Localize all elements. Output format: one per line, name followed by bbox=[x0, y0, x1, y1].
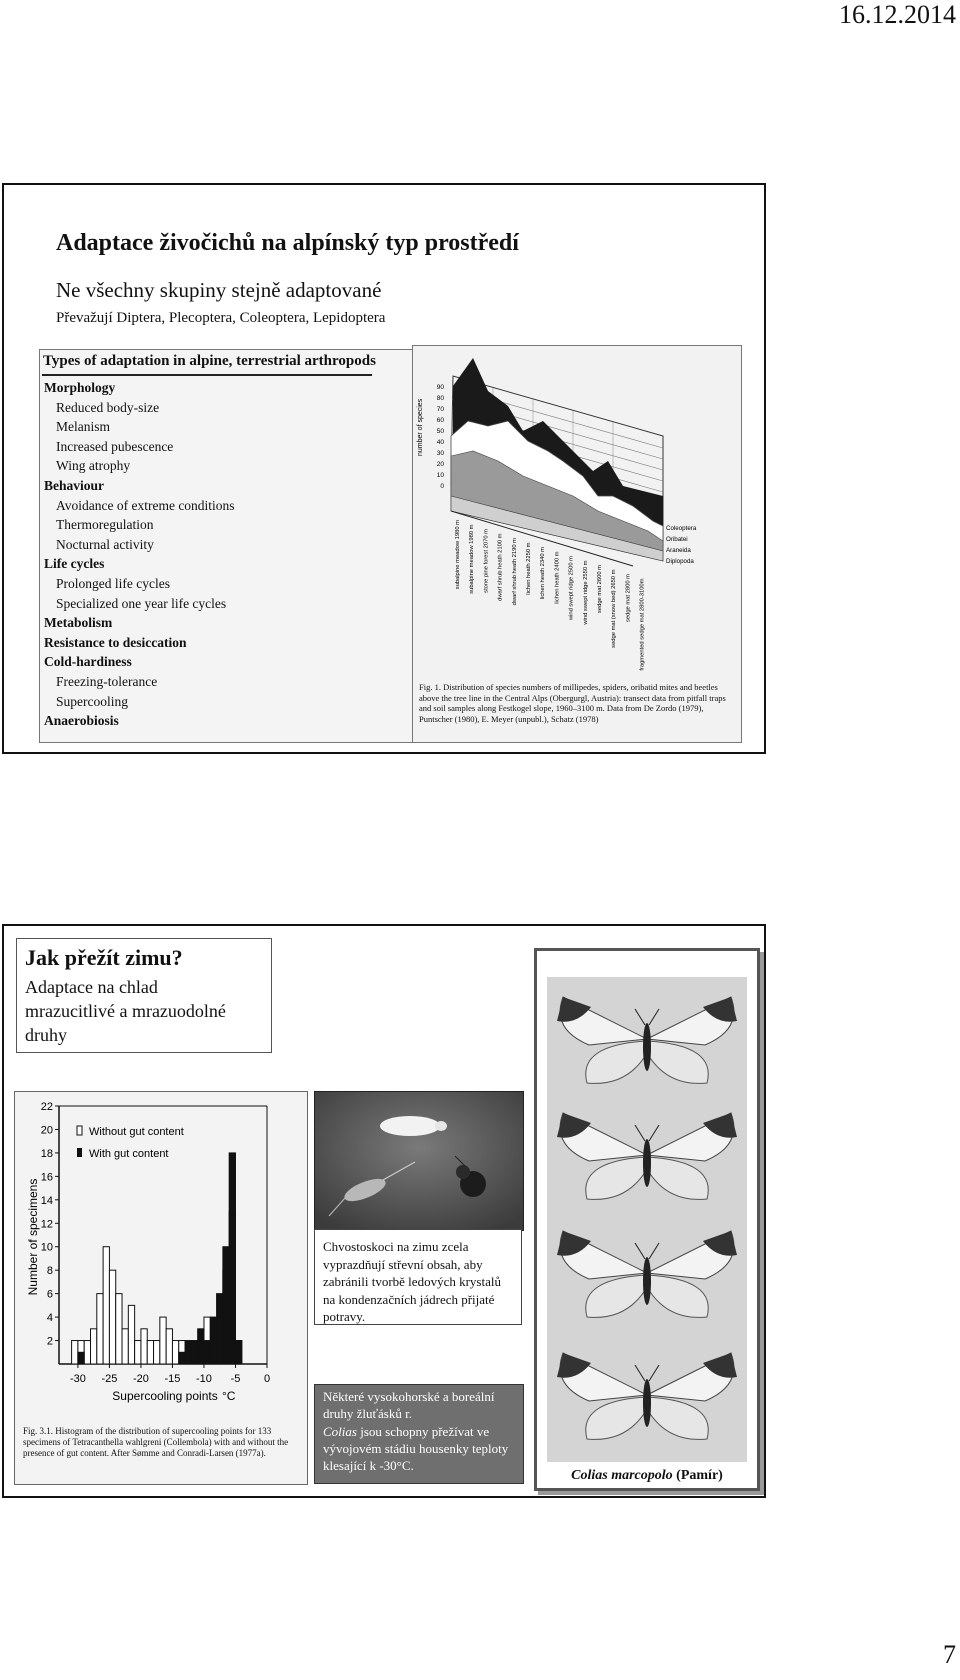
supercooling-histogram bbox=[15, 1092, 307, 1426]
fig1-y-tick: 50 bbox=[436, 428, 444, 435]
adaptation-category: Cold-hardiness bbox=[44, 654, 132, 670]
page-number: 7 bbox=[943, 1640, 956, 1669]
hist-bars bbox=[72, 1153, 242, 1364]
fig1-site-label: sedge mat 2600 m bbox=[597, 565, 603, 614]
hist-y-tick-label: 20 bbox=[40, 1124, 53, 1137]
hist-bar-without-gut bbox=[122, 1329, 128, 1364]
adaptation-item: Avoidance of extreme conditions bbox=[56, 497, 235, 513]
hist-bar-with-gut bbox=[235, 1341, 241, 1364]
colias-photo-panel bbox=[534, 948, 760, 1491]
adaptation-category: Morphology bbox=[44, 380, 116, 395]
adaptation-category: Behaviour bbox=[44, 478, 105, 493]
fig1-y-tick: 20 bbox=[436, 461, 444, 468]
fig1-y-tick: 30 bbox=[436, 450, 444, 457]
fig1-group-label: Araneida bbox=[666, 547, 691, 554]
hist-y-tick-label: 4 bbox=[46, 1312, 53, 1325]
hist-bar-without-gut bbox=[103, 1247, 109, 1364]
adaptation-table-rule bbox=[42, 374, 372, 376]
hist-bar-without-gut bbox=[141, 1329, 147, 1364]
fig1-group-labels bbox=[666, 525, 697, 565]
hist-bar-with-gut bbox=[210, 1317, 216, 1364]
adaptation-category: Life cycles bbox=[44, 556, 105, 572]
hist-bar-with-gut bbox=[179, 1352, 185, 1364]
fig1-y-tick: 70 bbox=[436, 406, 444, 413]
adaptation-table-heading: Types of adaptation in alpine, terrestrial arthropods bbox=[43, 353, 376, 369]
fig1-y-tick: 80 bbox=[436, 395, 444, 402]
fig1-y-tick: 40 bbox=[436, 439, 444, 446]
hist-y-tick-label: 22 bbox=[40, 1101, 53, 1113]
hist-ylabel: Number of specimens bbox=[26, 1178, 40, 1296]
adaptation-item: Reduced body-size bbox=[56, 399, 160, 415]
hist-caption: Fig. 3.1. Histogram of the distribution of supercooling points for 133 specimens of Tetracanthella wahlgreni (Collembola) with and without the presence of gut content. After Sømme and Conradi-Larsen (1977a). bbox=[23, 1426, 289, 1458]
fig1-y-tick: 60 bbox=[436, 417, 444, 424]
hist-bar-without-gut bbox=[116, 1294, 122, 1364]
adaptation-item: Prolonged life cycles bbox=[56, 576, 170, 591]
hist-y-tick-label: 2 bbox=[46, 1335, 53, 1348]
supercooling-histogram-figure bbox=[14, 1091, 308, 1485]
hist-xlabel: Supercooling points bbox=[112, 1389, 218, 1403]
hist-x-ticks bbox=[70, 1364, 270, 1385]
butterflies-illustration bbox=[547, 977, 747, 1462]
fig1-site-label: sedge mat 2800 m bbox=[625, 574, 632, 623]
header-date: 16.12.2014 bbox=[839, 0, 956, 29]
hist-bar-without-gut bbox=[84, 1341, 90, 1364]
hist-x-tick-label: -10 bbox=[196, 1373, 212, 1385]
hist-bar-with-gut bbox=[78, 1352, 84, 1364]
hist-x-unit: °C bbox=[222, 1389, 236, 1403]
hist-bar-with-gut bbox=[198, 1329, 204, 1364]
slide-winter-survival bbox=[2, 924, 766, 1498]
hist-x-tick-label: -30 bbox=[69, 1373, 86, 1385]
springtail-text-box bbox=[314, 1229, 522, 1325]
colias-text-1: Některé vysokohorské a boreální druhy žluťásků r. bbox=[323, 1389, 495, 1422]
fig1-group-label: Coleoptera bbox=[666, 525, 697, 532]
slide-subtitle-orders: Převažují Diptera, Plecoptera, Coleoptera, Lepidoptera bbox=[56, 310, 386, 326]
hist-y-tick-label: 12 bbox=[40, 1218, 53, 1231]
springtail-white bbox=[380, 1116, 440, 1136]
hist-y-tick-label: 14 bbox=[40, 1194, 53, 1207]
hist-x-tick-label: -25 bbox=[101, 1373, 118, 1385]
species-3d-chart bbox=[413, 346, 741, 682]
hist-y-tick-label: 18 bbox=[40, 1147, 53, 1160]
fig1-group-label: Oribatei bbox=[666, 536, 688, 543]
adaptation-category: Anaerobiosis bbox=[44, 713, 119, 729]
hist-y-tick-label: 8 bbox=[46, 1265, 53, 1278]
slide2-line-3: druhy bbox=[25, 1025, 67, 1045]
colias-text-2: jsou schopny přežívat ve vývojovém stádiu housenky teploty klesající k -30°C. bbox=[323, 1423, 509, 1474]
springtail-illustration bbox=[315, 1092, 523, 1230]
adaptation-item: Freezing-tolerance bbox=[56, 674, 158, 689]
fig1-caption: Fig. 1. Distribution of species numbers of millipedes, spiders, oribatid mites and beetles above the tree line in the Central Alps (Obergurgl, Austria): transect data from pitfall traps and soil samples along Festkogel slope, 1960–3100 m. Data from De Zordo (1979), Puntscher (1980), E. Meyer (unpubl.), Schatz (1978) bbox=[419, 682, 726, 724]
colias-caption bbox=[537, 1468, 757, 1484]
adaptation-item: Increased pubescence bbox=[56, 438, 174, 454]
hist-y-tick-label: 6 bbox=[46, 1288, 53, 1301]
fig1-y-axis bbox=[437, 384, 445, 490]
hist-y-ticks bbox=[41, 1101, 59, 1348]
species-distribution-figure bbox=[412, 345, 742, 743]
fig1-site-label: lichen heath 2250 m bbox=[526, 542, 532, 595]
fig1-y-tick: 90 bbox=[436, 384, 444, 391]
slide-title: Adaptace živočichů na alpínský typ prostředí bbox=[56, 230, 519, 256]
adaptation-item: Nocturnal activity bbox=[56, 536, 154, 552]
colias-place: (Pamír) bbox=[672, 1468, 723, 1483]
adaptation-types-table bbox=[39, 349, 413, 743]
fig1-site-label: wind swept ridge 2500 m bbox=[568, 556, 575, 621]
hist-bar-without-gut bbox=[154, 1341, 160, 1364]
fig1-site-label: fragmented sedge mat 2800-3100m bbox=[639, 578, 646, 671]
slide-subtitle: Ne všechny skupiny stejně adaptované bbox=[56, 278, 382, 302]
legend-with: With gut content bbox=[89, 1148, 169, 1160]
slide2-line-2: mrazucitlivé a mrazuodolné bbox=[25, 1001, 226, 1021]
hist-bar-with-gut bbox=[223, 1247, 229, 1364]
hist-y-tick-label: 16 bbox=[40, 1171, 53, 1184]
colias-species: Colias marcopolo bbox=[571, 1468, 673, 1483]
hist-bar-without-gut bbox=[160, 1317, 166, 1364]
hist-bar-with-gut bbox=[217, 1294, 223, 1364]
hist-x-tick-label: -5 bbox=[230, 1373, 241, 1385]
hist-bar-without-gut bbox=[91, 1329, 97, 1364]
hist-bar-without-gut bbox=[97, 1294, 103, 1364]
fig1-site-label: dwarf shrub heath 2100 m bbox=[497, 533, 504, 601]
hist-legend bbox=[77, 1126, 184, 1160]
hist-bar-without-gut bbox=[109, 1270, 115, 1364]
hist-bar-without-gut bbox=[147, 1341, 153, 1364]
fig1-group-label: Diplopoda bbox=[666, 558, 694, 565]
hist-bar-with-gut bbox=[229, 1153, 235, 1364]
hist-x-tick-label: -20 bbox=[132, 1373, 149, 1385]
slide2-title: Jak přežít zimu? bbox=[25, 945, 183, 970]
hist-x-tick-label: -15 bbox=[164, 1373, 181, 1385]
springtail-description: Chvostoskoci na zimu zcela vyprazdňují střevní obsah, aby zabránili tvorbě ledových krystalů na kondenzačních jádrech přijaté potravy. bbox=[323, 1239, 501, 1325]
adaptation-item: Thermoregulation bbox=[56, 517, 154, 533]
springtail-photo bbox=[314, 1091, 524, 1231]
slide-alpine-adaptations bbox=[2, 183, 766, 754]
adaptation-item: Wing atrophy bbox=[56, 458, 131, 474]
fig1-site-label: lichen heath 2340 m bbox=[540, 547, 547, 600]
hist-bar-with-gut bbox=[191, 1341, 197, 1364]
fig1-y-tick: 0 bbox=[440, 483, 444, 490]
hist-bar-with-gut bbox=[185, 1341, 191, 1364]
hist-bar-without-gut bbox=[72, 1341, 78, 1364]
hist-bar-without-gut bbox=[135, 1341, 141, 1364]
legend-swatch-without bbox=[77, 1126, 82, 1135]
title-box bbox=[16, 938, 272, 1053]
hist-x-tick-label: 0 bbox=[263, 1373, 271, 1385]
fig1-site-label: subalpine meadow 1980 m bbox=[469, 524, 476, 594]
colias-butterflies-photo bbox=[547, 977, 747, 1462]
legend-without: Without gut content bbox=[89, 1126, 184, 1138]
colias-genus: Colias bbox=[323, 1423, 357, 1439]
adaptation-category: Resistance to desiccation bbox=[44, 634, 187, 650]
slide2-line-1: Adaptace na chlad bbox=[25, 977, 158, 997]
colias-text-box bbox=[314, 1384, 524, 1484]
adaptation-item: Specialized one year life cycles bbox=[56, 595, 227, 611]
hist-bar-without-gut bbox=[128, 1305, 134, 1364]
adaptation-item: Supercooling bbox=[56, 693, 128, 709]
fig1-ylabel: number of species bbox=[417, 398, 424, 456]
hist-bar-without-gut bbox=[166, 1329, 172, 1364]
legend-swatch-with bbox=[77, 1148, 82, 1157]
fig1-site-label: dwarf shrub heath 2190 m bbox=[511, 538, 518, 606]
adaptation-item: Melanism bbox=[56, 419, 110, 435]
fig1-site-label: subalpine meadow 1980 m bbox=[455, 520, 461, 590]
hist-bar-with-gut bbox=[204, 1341, 210, 1364]
fig1-site-label: wind swept ridge 2550 m bbox=[582, 560, 589, 625]
fig1-y-tick: 10 bbox=[436, 472, 444, 479]
fig1-site-label: stone pine forest 2070 m bbox=[483, 529, 490, 593]
hist-y-tick-label: 10 bbox=[40, 1241, 53, 1254]
adaptation-category: Metabolism bbox=[44, 615, 113, 631]
hist-bar-without-gut bbox=[172, 1341, 178, 1364]
fig1-site-label: sedge mat (snow bed) 2650 m bbox=[611, 569, 618, 648]
fig1-site-label: lichen heath 2400 m bbox=[554, 551, 561, 604]
colias-description bbox=[323, 1388, 517, 1474]
